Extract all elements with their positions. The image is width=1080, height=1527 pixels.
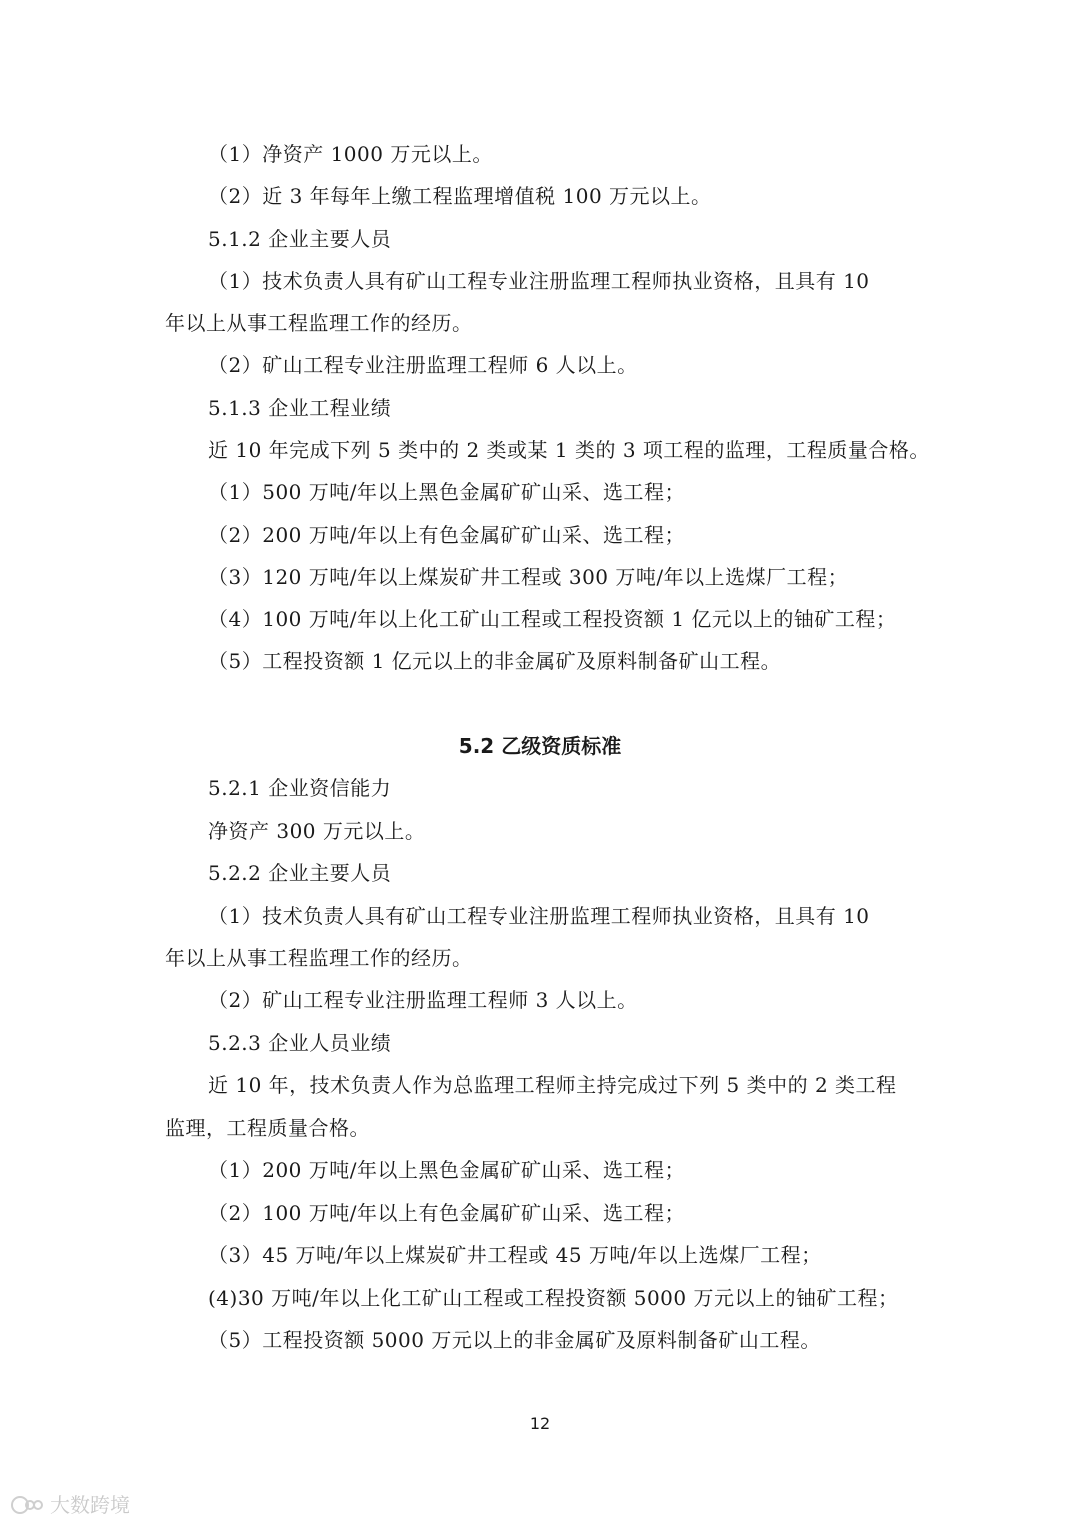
paragraph-line: （2）矿山工程专业注册监理工程师 3 人以上。 (208, 988, 638, 1012)
watermark-logo-icon (10, 1494, 44, 1516)
paragraph-line: （2）近 3 年每年上缴工程监理增值税 100 万元以上。 (208, 184, 712, 208)
paragraph-line: 近 10 年完成下列 5 类中的 2 类或某 1 类的 3 项工程的监理，工程质量合格。 (208, 438, 930, 462)
subsection-title: 5.2.1 企业资信能力 (208, 776, 392, 800)
watermark-text: 大数跨境 (50, 1493, 130, 1517)
paragraph-line: （1）净资产 1000 万元以上。 (208, 142, 493, 166)
paragraph-line: 年以上从事工程监理工作的经历。 (165, 946, 473, 970)
page-number: 12 (529, 1414, 551, 1433)
list-item: （1）200 万吨/年以上黑色金属矿矿山采、选工程； (208, 1158, 685, 1182)
paragraph-line: 净资产 300 万元以上。 (208, 819, 426, 843)
paragraph-line: （1）技术负责人具有矿山工程专业注册监理工程师执业资格，且具有 10 (208, 904, 870, 928)
list-item: （2）200 万吨/年以上有色金属矿矿山采、选工程； (208, 523, 685, 547)
list-item: （5）工程投资额 1 亿元以上的非金属矿及原料制备矿山工程。 (208, 649, 782, 673)
list-item: （5）工程投资额 5000 万元以上的非金属矿及原料制备矿山工程。 (208, 1328, 821, 1352)
paragraph-line: （2）矿山工程专业注册监理工程师 6 人以上。 (208, 353, 638, 377)
subsection-title: 5.2.3 企业人员业绩 (208, 1031, 392, 1055)
paragraph-line: 近 10 年，技术负责人作为总监理工程师主持完成过下列 5 类中的 2 类工程 (208, 1073, 897, 1097)
list-item: （4）100 万吨/年以上化工矿山工程或工程投资额 1 亿元以上的铀矿工程； (208, 607, 897, 631)
subsection-title: 5.2.2 企业主要人员 (208, 861, 392, 885)
section-heading: 5.2 乙级资质标准 (458, 734, 622, 758)
list-item: (4)30 万吨/年以上化工矿山工程或工程投资额 5000 万元以上的铀矿工程； (208, 1286, 899, 1310)
subsection-title: 5.1.2 企业主要人员 (208, 227, 392, 251)
list-item: （3）45 万吨/年以上煤炭矿井工程或 45 万吨/年以上选煤厂工程； (208, 1243, 822, 1267)
paragraph-line: 年以上从事工程监理工作的经历。 (165, 311, 473, 335)
paragraph-line: 监理，工程质量合格。 (165, 1116, 370, 1140)
list-item: （2）100 万吨/年以上有色金属矿矿山采、选工程； (208, 1201, 685, 1225)
subsection-title: 5.1.3 企业工程业绩 (208, 396, 392, 420)
list-item: （1）500 万吨/年以上黑色金属矿矿山采、选工程； (208, 480, 685, 504)
paragraph-line: （1）技术负责人具有矿山工程专业注册监理工程师执业资格，且具有 10 (208, 269, 870, 293)
watermark (10, 1492, 130, 1518)
list-item: （3）120 万吨/年以上煤炭矿井工程或 300 万吨/年以上选煤厂工程； (208, 565, 849, 589)
